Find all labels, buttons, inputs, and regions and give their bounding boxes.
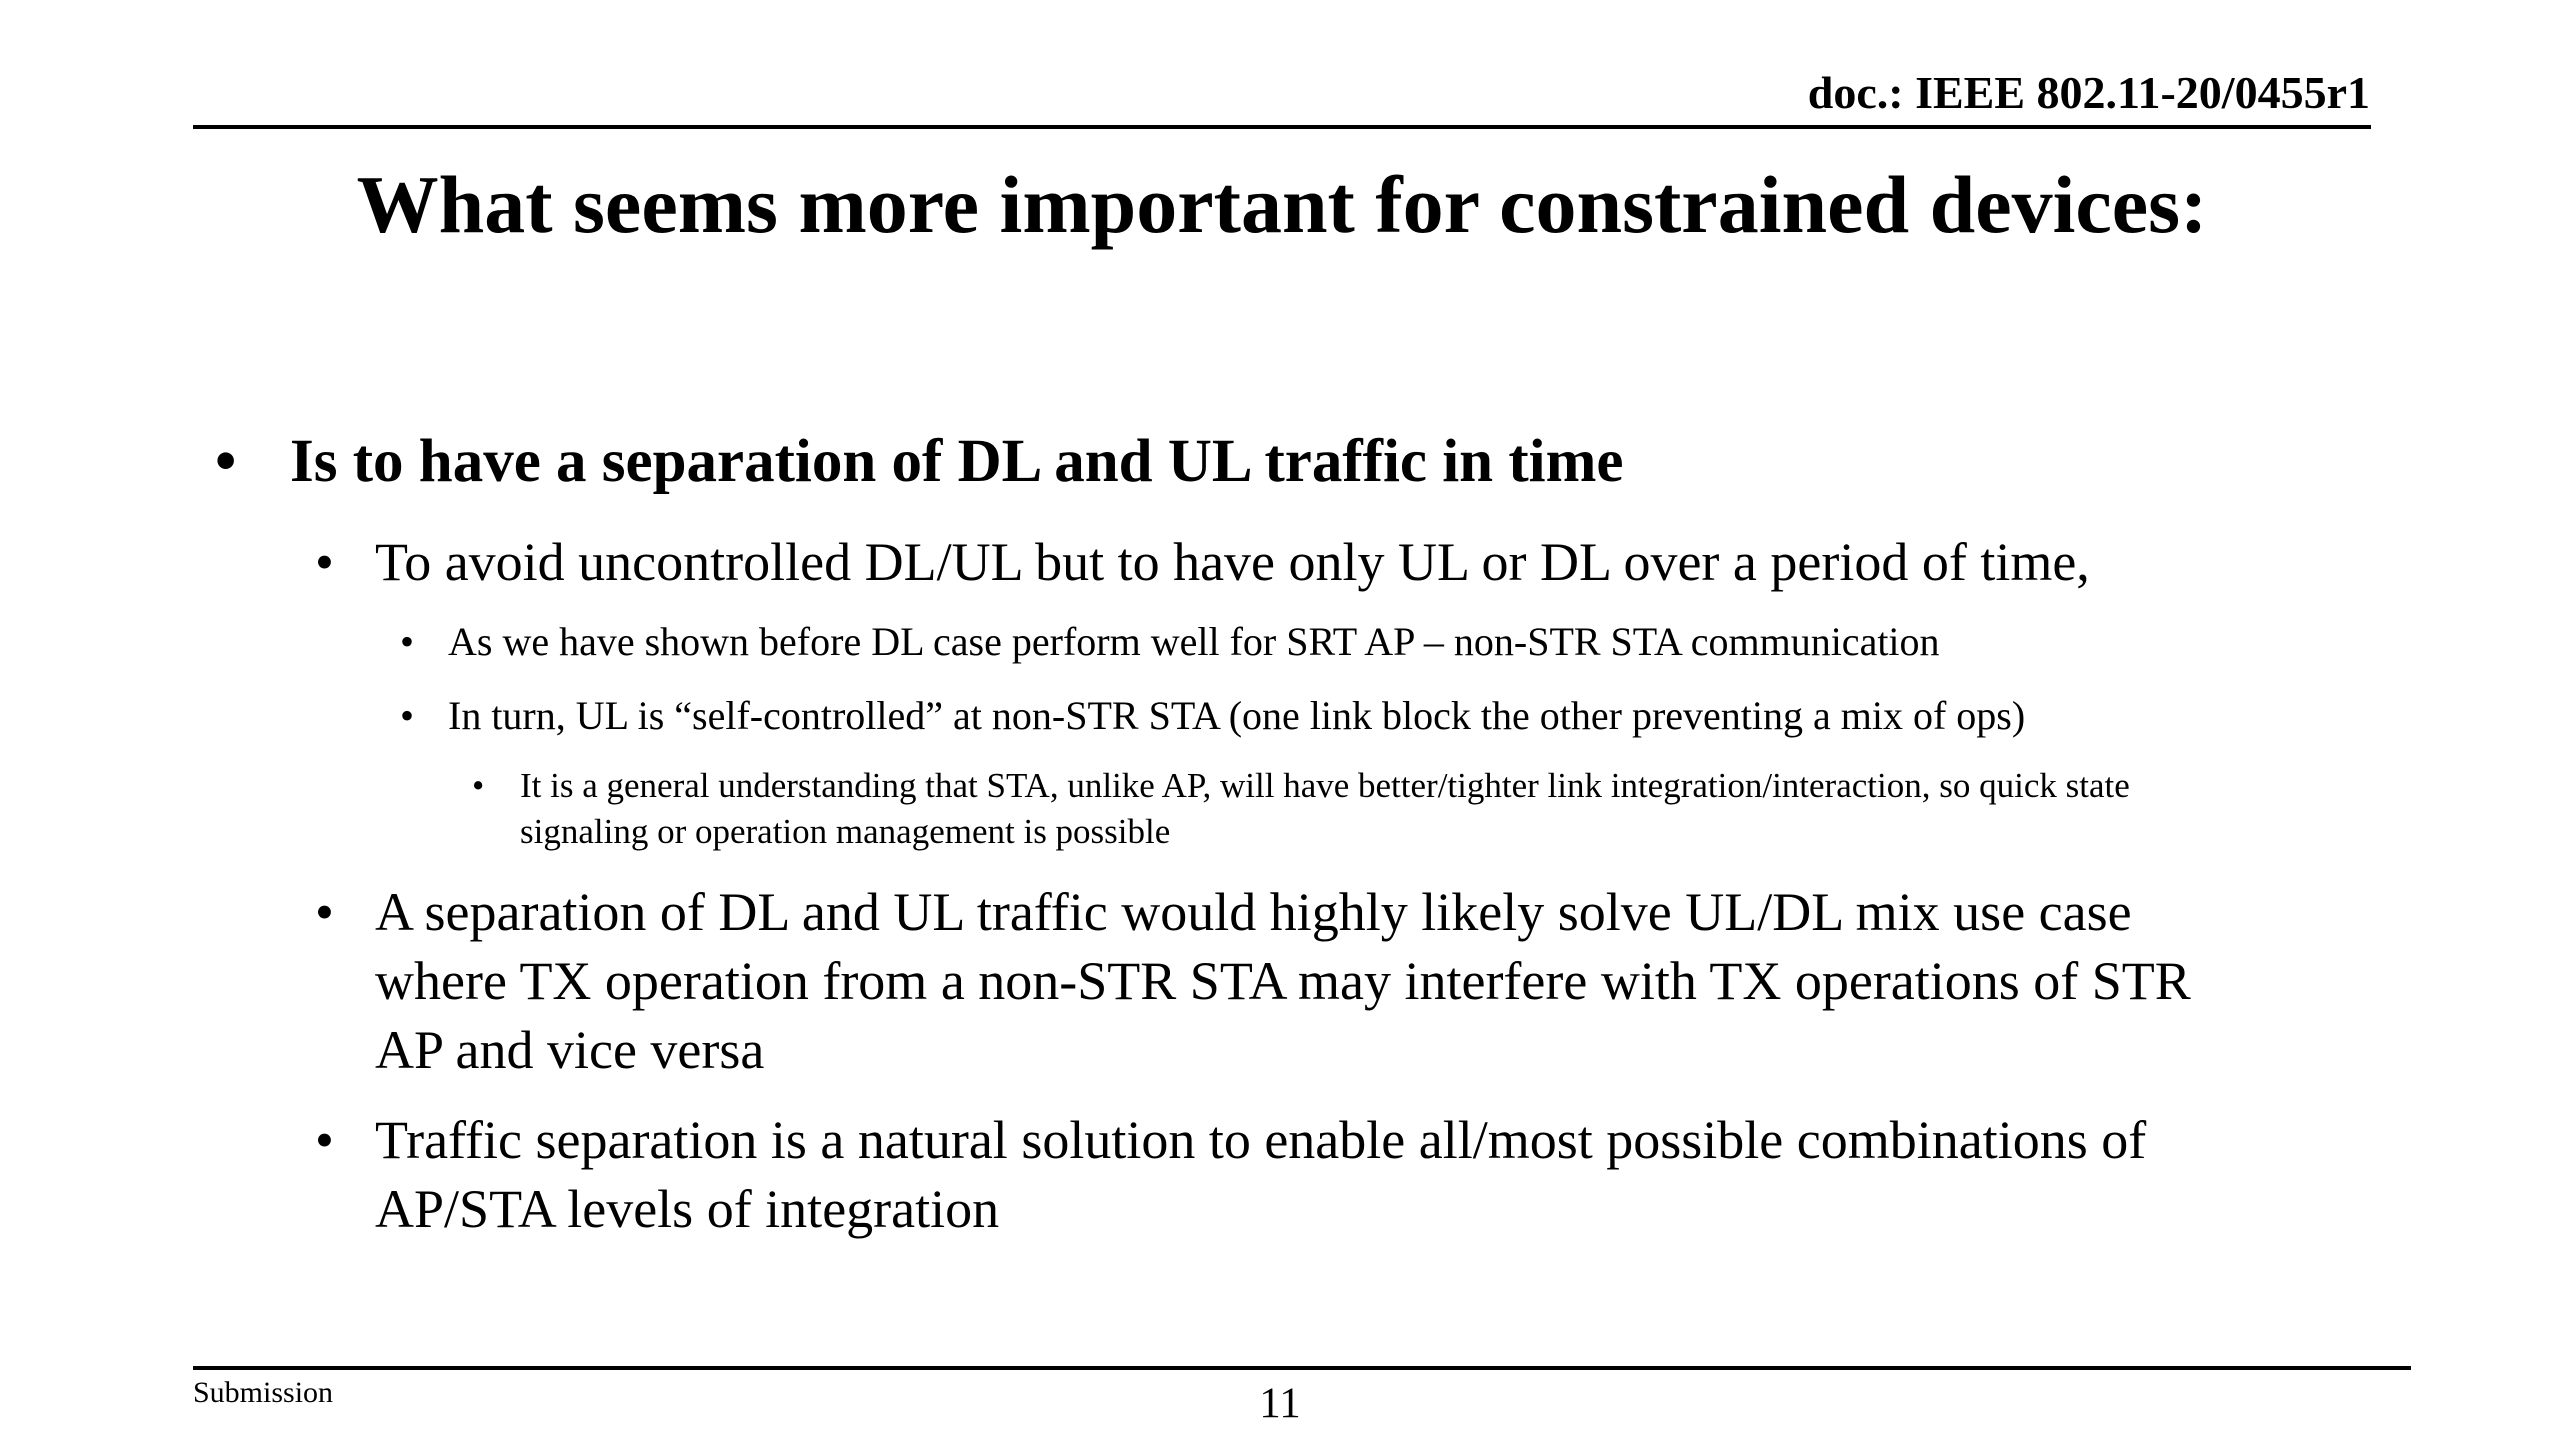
slide-title: What seems more important for constrained devices: <box>356 159 2208 250</box>
bullet-icon: • <box>315 532 334 592</box>
bullet-text-line: where TX operation from a non-STR STA may interfere with TX operations of STR <box>375 951 2191 1011</box>
footer-rule <box>193 1366 2411 1370</box>
bullet-text-line: Traffic separation is a natural solution to enable all/most possible combinations of <box>375 1110 2147 1170</box>
document-id: doc.: IEEE 802.11-20/0455r1 <box>1807 67 2370 118</box>
bullet-text-line: It is a general understanding that STA, unlike AP, will have better/tighter link integration/interaction, so quick state <box>520 766 2130 805</box>
bullet-icon: • <box>215 428 237 495</box>
bullet-icon: • <box>400 693 415 738</box>
bullet-icon: • <box>315 882 334 942</box>
footer-submission: Submission <box>193 1376 334 1409</box>
bullet-icon: • <box>315 1110 334 1170</box>
bullet-text-line: AP and vice versa <box>375 1020 765 1080</box>
bullet-text: As we have shown before DL case perform well for SRT AP – non-STR STA communication <box>448 619 1940 664</box>
bullet-text: To avoid uncontrolled DL/UL but to have only UL or DL over a period of time, <box>375 532 2090 592</box>
bullet-icon: • <box>472 766 485 805</box>
bullet-icon: • <box>400 619 415 664</box>
bullet-text-line: A separation of DL and UL traffic would highly likely solve UL/DL mix use case <box>375 882 2132 942</box>
page-number: 11 <box>1259 1380 1301 1427</box>
bullet-text-line: AP/STA levels of integration <box>375 1179 1000 1239</box>
bullet-text: In turn, UL is “self-controlled” at non-STR STA (one link block the other preventing a mix of ops) <box>448 693 2026 738</box>
header-rule <box>193 125 2371 129</box>
bullet-text: Is to have a separation of DL and UL traffic in time <box>290 428 1624 495</box>
bullet-text-line: signaling or operation management is possible <box>520 812 1171 851</box>
